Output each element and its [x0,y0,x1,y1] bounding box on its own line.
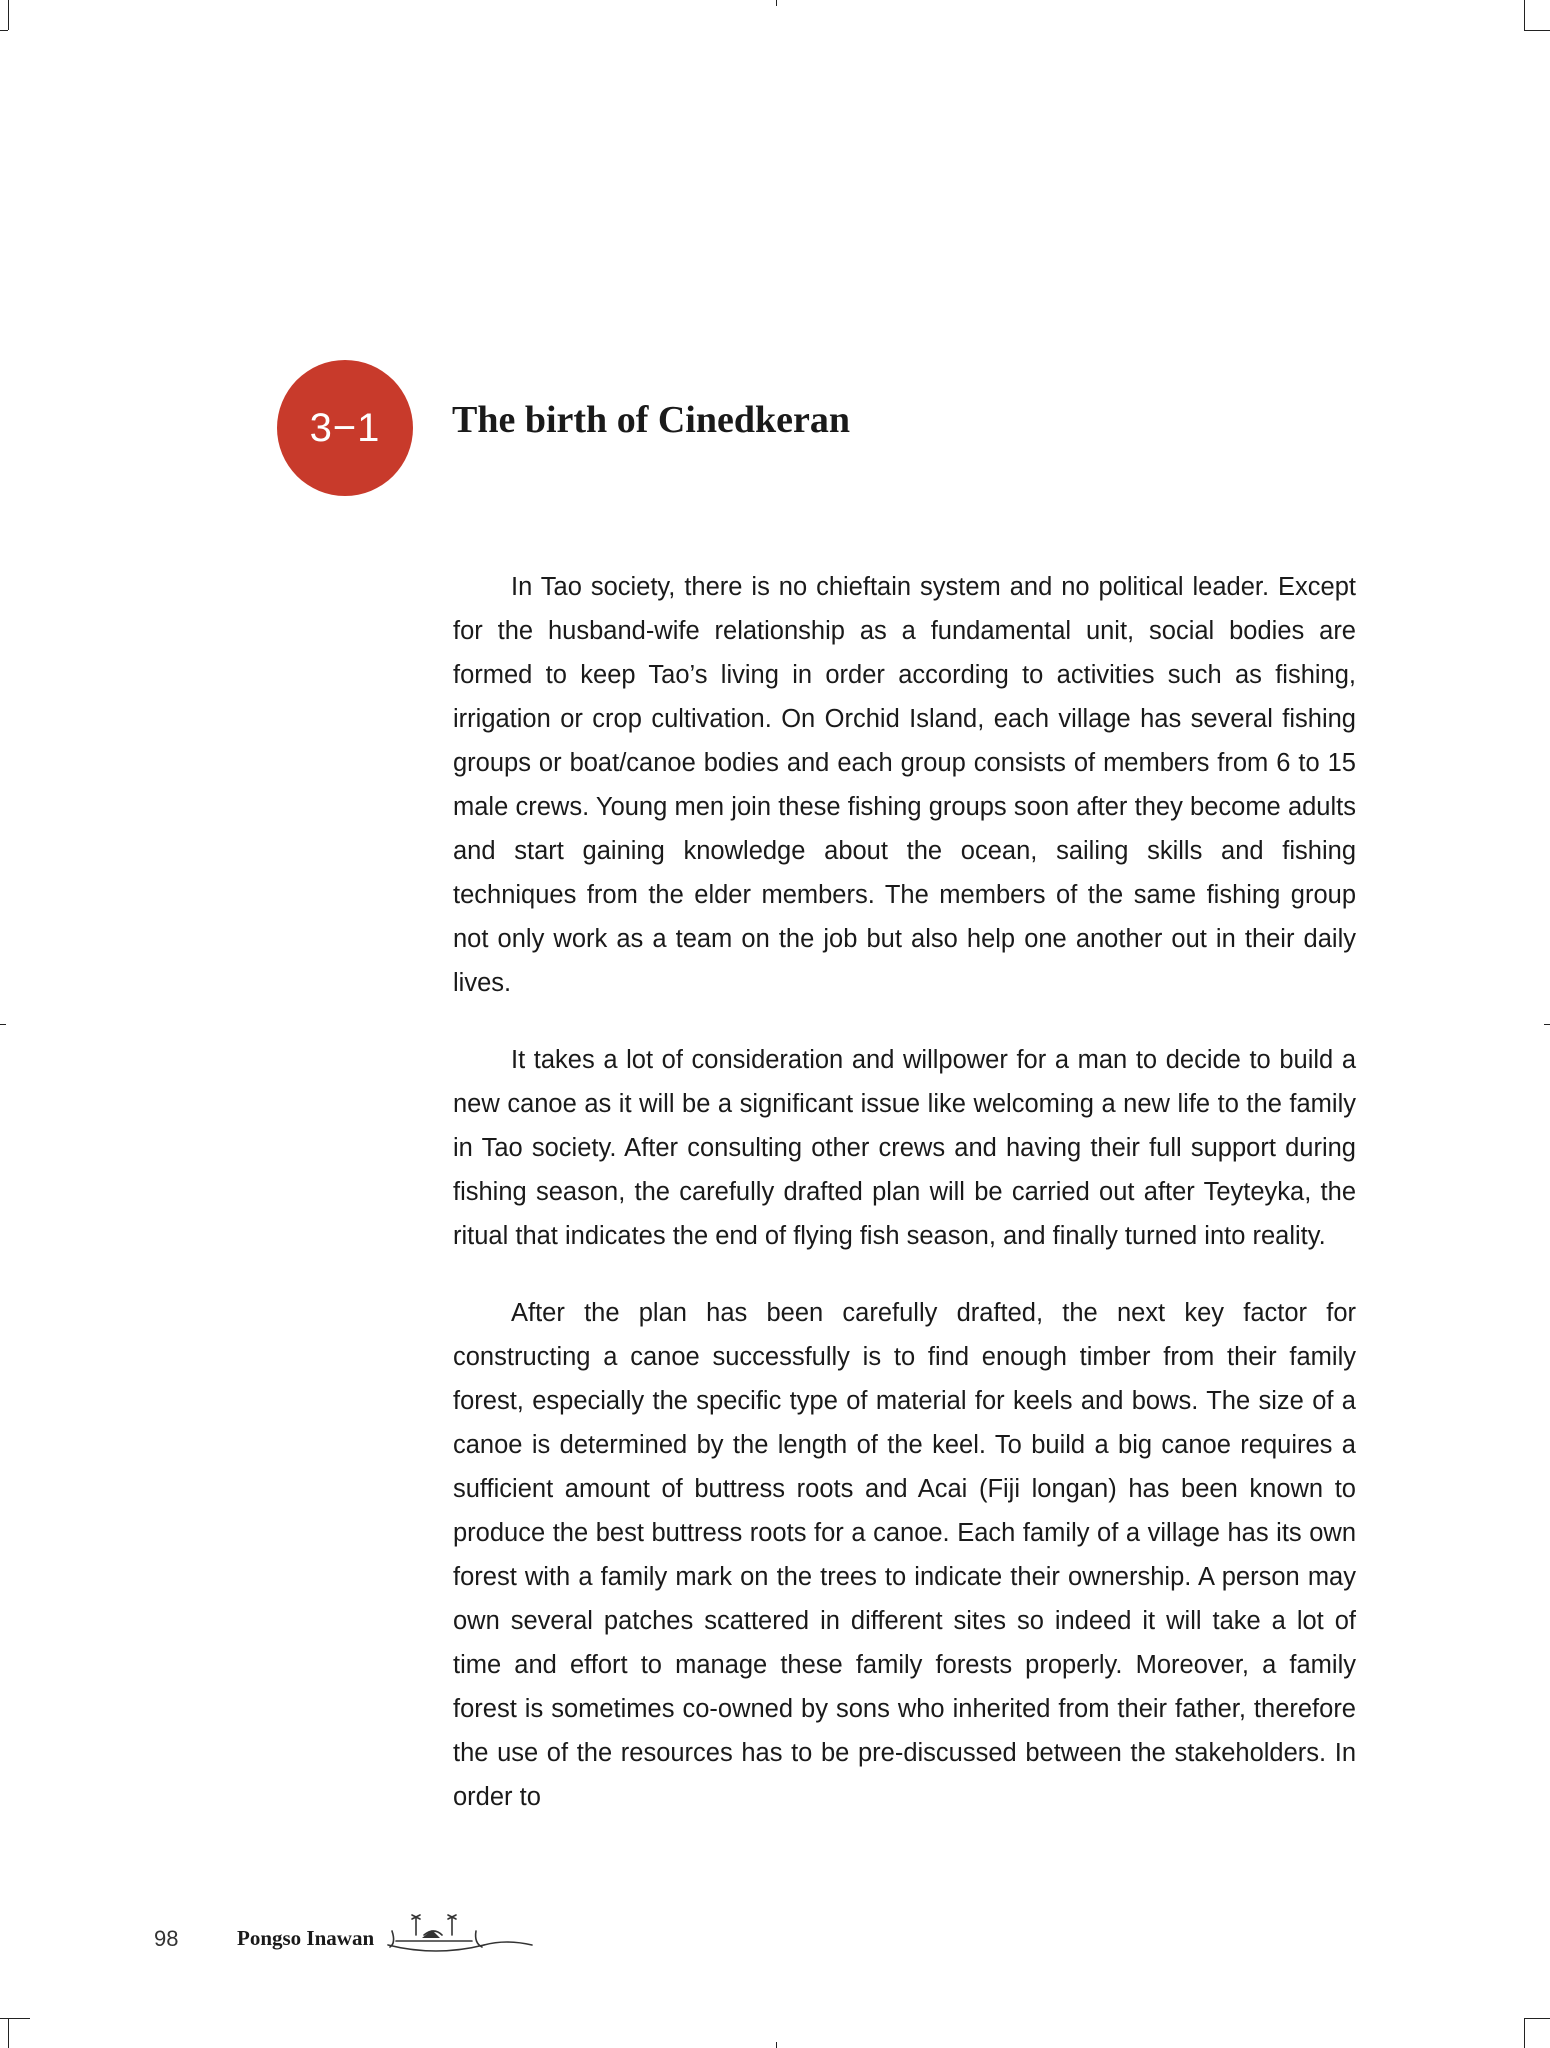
crop-mark-top-right-h [1524,30,1550,31]
section-title: The birth of Cinedkeran [452,399,850,441]
paragraph: In Tao society, there is no chieftain system and no political leader. Except for the husband-wife relationship as a fundamental unit, social bodies are formed to keep Tao’s living in order according to activities such as fishing, irrigation or crop cultivation. On Orchid Island, each village has several fishing groups or boat/canoe bodies and each group consists of members from 6 to 15 male crews. Young men join these fishing groups soon after they become adults and start gaining knowledge about the ocean, sailing skills and fishing techniques from the elder members. The members of the same fishing group not only work as a team on the job but also help one another out in their daily lives. [453,573,1356,997]
page-number: 98 [154,1926,179,1951]
paragraph: After the plan has been carefully drafted, the next key factor for constructing a canoe successfully is to find enough timber from their family forest, especially the specific type of material for keels and bows. The size of a canoe is determined by the length of the keel. To build a big canoe requires a sufficient amount of buttress roots and Acai (Fiji longan) has been known to produce the best buttress roots for a canoe. Each family of a village has its own forest with a family mark on the trees to indicate their ownership. A person may own several patches scattered in different sites so indeed it will take a lot of time and effort to manage these family forests properly. Moreover, a family forest is sometimes co-owned by sons who inherited from their father, therefore the use of the resources has to be pre-discussed between the stakeholders. In order to [453,1299,1356,1811]
section-number-badge [277,360,413,496]
crop-mark-bottom-left-h [0,2018,30,2019]
crop-mark-bottom-right-h [1524,2018,1550,2019]
footer-book-title: Pongso Inawan [237,1926,375,1950]
crop-mark-bottom-center [776,2042,777,2048]
crop-mark-top-left-v [8,0,9,30]
crop-mark-mid-left [0,1024,6,1025]
crop-mark-bottom-right-v [1524,2018,1525,2048]
crop-mark-top-left-h [0,30,8,31]
crop-mark-top-center [776,0,777,6]
crop-mark-top-right-v [1524,0,1525,30]
crop-mark-bottom-left-v [8,2018,9,2048]
canoe-sketch-icon [376,1905,536,1961]
body-text [453,565,1356,1852]
section-number: 3−1 [309,405,381,450]
crop-mark-mid-right [1544,1024,1550,1025]
paragraph: It takes a lot of consideration and willpower for a man to decide to build a new canoe as it will be a significant issue like welcoming a new life to the family in Tao society. After consulting other crews and having their full support during fishing season, the carefully drafted plan will be carried out after Teyteyka, the ritual that indicates the end of flying fish season, and finally turned into reality. [453,1046,1356,1250]
